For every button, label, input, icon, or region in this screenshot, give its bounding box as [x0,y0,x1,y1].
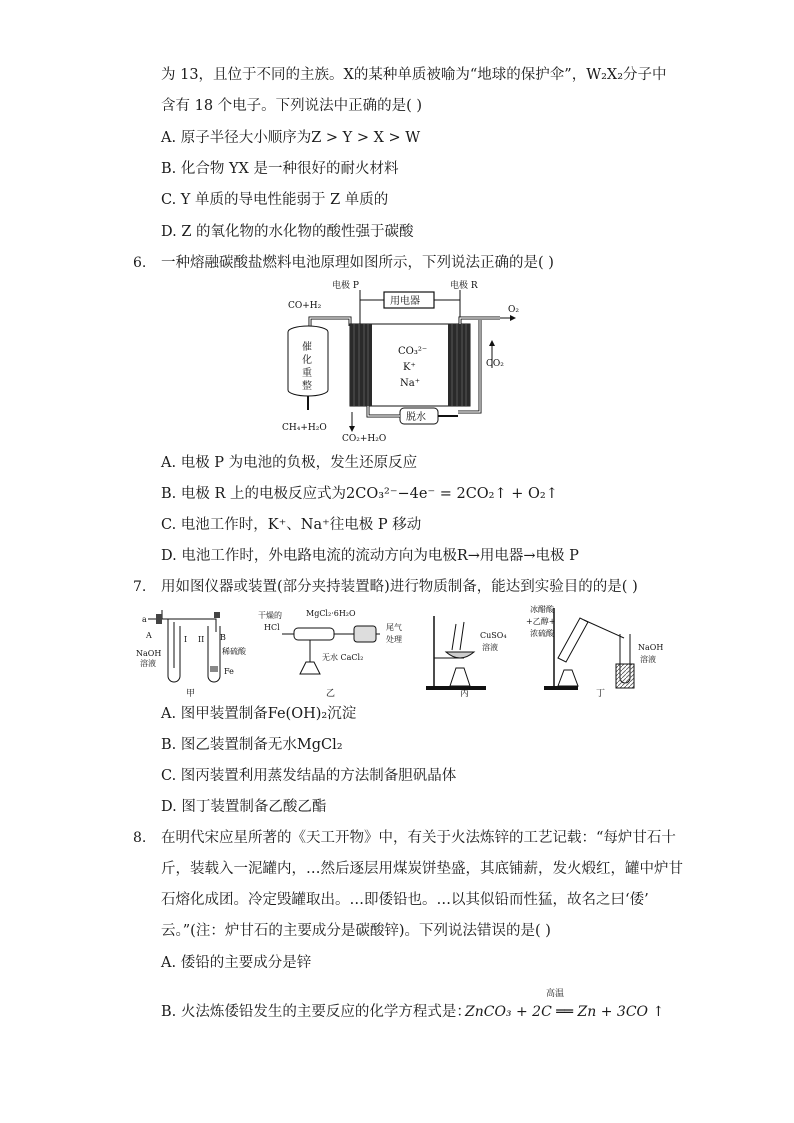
ion-potassium: K⁺ [403,362,416,373]
q7-stem: 用如图仪器或装置(部分夹持装置略)进行物质制备，能达到实验目的的是( ) [161,579,638,595]
ding-line-1: 冰醋酸 [530,605,554,614]
reformer-char-4: 整 [302,381,312,392]
ding-naoh: NaOH [638,643,664,652]
q7-option-c: C. 图丙装置利用蒸发结晶的方法制备胆矾晶体 [161,768,457,784]
jia-label-B: B [220,633,226,642]
reformer-char-1: 催 [302,342,312,353]
electrode-p-label: 电极 P [332,281,359,291]
yi-hcl-2: HCl [264,623,280,632]
yi-tail-1: 尾气 [386,623,402,632]
q7-option-d: D. 图丁装置制备乙酸乙酯 [161,799,327,815]
yi-tail-2: 处理 [386,635,402,644]
jia-solution: 溶液 [140,659,156,668]
jia-acid: 稀硫酸 [222,647,246,656]
jia-caption: 甲 [186,689,196,698]
ding-caption: 丁 [596,689,606,698]
q7-number: 7. [133,579,147,595]
q8-option-b: B. 火法炼倭铅发生的主要反应的化学方程式是： [161,1004,471,1020]
q6-option-c: C. 电池工作时，K⁺、Na⁺往电极 P 移动 [161,517,422,533]
dehydration-label: 脱水 [406,412,426,423]
ding-line-3: 浓硫酸 [530,629,554,638]
q6-stem: 一种熔融碳酸盐燃料电池原理如图所示，下列说法正确的是( ) [161,255,554,271]
ion-carbonate: CO₃²⁻ [398,346,428,357]
jia-a: a [142,615,147,624]
q6-option-b: B. 电极 R 上的电极反应式为2CO₃²⁻−4e⁻ = 2CO₂↑ + O₂↑ [161,486,558,502]
reformer-char-2: 化 [302,355,312,366]
inlet-label: CO+H₂ [288,301,322,311]
apparatus-figures [134,602,664,698]
jia-naoh: NaOH [136,649,162,658]
jia-fe: Fe [224,667,234,676]
q5-stem-line2: 含有 18 个电子。下列说法中正确的是( ) [161,98,423,114]
jia-tube-I: I [184,635,188,644]
q8-stem-line3: 石熔化成团。冷定毁罐取出。…即倭铅也。…以其似铅而性猛，故名之曰‘倭’ [161,892,649,908]
q7-option-a: A. 图甲装置制备Fe(OH)₂沉淀 [161,706,357,722]
q8-reaction-condition: 高温 [546,989,565,999]
bottom-out-label: CO₂+H₂O [342,434,387,444]
q6-option-a: A. 电极 P 为电池的负极，发生还原反应 [161,455,418,471]
oxygen-label: O₂ [508,305,519,315]
yi-caption: 乙 [326,689,336,698]
q8-option-a: A. 倭铅的主要成分是锌 [161,955,312,971]
fuel-cell-diagram [280,278,530,444]
yi-mgcl2: MgCl₂·6H₂O [306,609,356,618]
bing-cuso4: CuSO₄ [480,631,507,640]
bing-solution: 溶液 [482,643,498,652]
reformer-char-3: 重 [302,368,312,379]
q8-stem-line4: 云。”(注：炉甘石的主要成分是碳酸锌)。下列说法错误的是( ) [161,923,551,939]
q8-stem-line2: 斤，装载入一泥罐内，…然后逐层用煤炭饼垫盛，其底铺薪，发火煅红，罐中炉甘 [161,861,683,877]
ion-sodium: Na⁺ [400,378,420,389]
bing-caption: 丙 [460,689,470,698]
q8-number: 8. [133,830,147,846]
q8-equation: ZnCO₃ + 2C ══ Zn + 3CO ↑ [465,1004,665,1020]
bottom-in-label: CH₄+H₂O [282,423,327,433]
q5-stem-line1: 为 13，且位于不同的主族。X的某种单质被喻为“地球的保护伞”，W₂X₂分子中 [161,67,667,83]
apparatus-yi [258,609,402,698]
q6-option-d: D. 电池工作时，外电路电流的流动方向为电极R→用电器→电极 P [161,548,579,564]
ding-line-2: +乙醇+ [526,617,556,626]
q5-option-a: A. 原子半径大小顺序为Z > Y > X > W [161,130,421,146]
appliance-label: 用电器 [390,296,420,307]
co2-right-label: CO₂ [486,359,504,369]
yi-cacl2: 无水 CaCl₂ [322,653,364,662]
apparatus-jia [136,610,247,698]
q5-option-c: C. Y 单质的导电性能弱于 Z 单质的 [161,192,389,208]
yi-hcl-1: 干燥的 [258,611,282,620]
ding-solution: 溶液 [640,655,656,664]
jia-tube-II: II [198,635,205,644]
q8-stem-line1: 在明代宋应星所著的《天工开物》中，有关于火法炼锌的工艺记载：“每炉甘石十 [161,830,676,846]
q7-option-b: B. 图乙装置制备无水MgCl₂ [161,737,343,753]
apparatus-bing [426,616,507,698]
q6-number: 6. [133,255,147,271]
electrode-r-label: 电极 R [450,281,478,291]
q5-option-b: B. 化合物 YX 是一种很好的耐火材料 [161,161,399,177]
apparatus-ding [526,604,663,698]
jia-label-A: A [146,631,152,640]
q5-option-d: D. Z 的氧化物的水化物的酸性强于碳酸 [161,224,414,240]
